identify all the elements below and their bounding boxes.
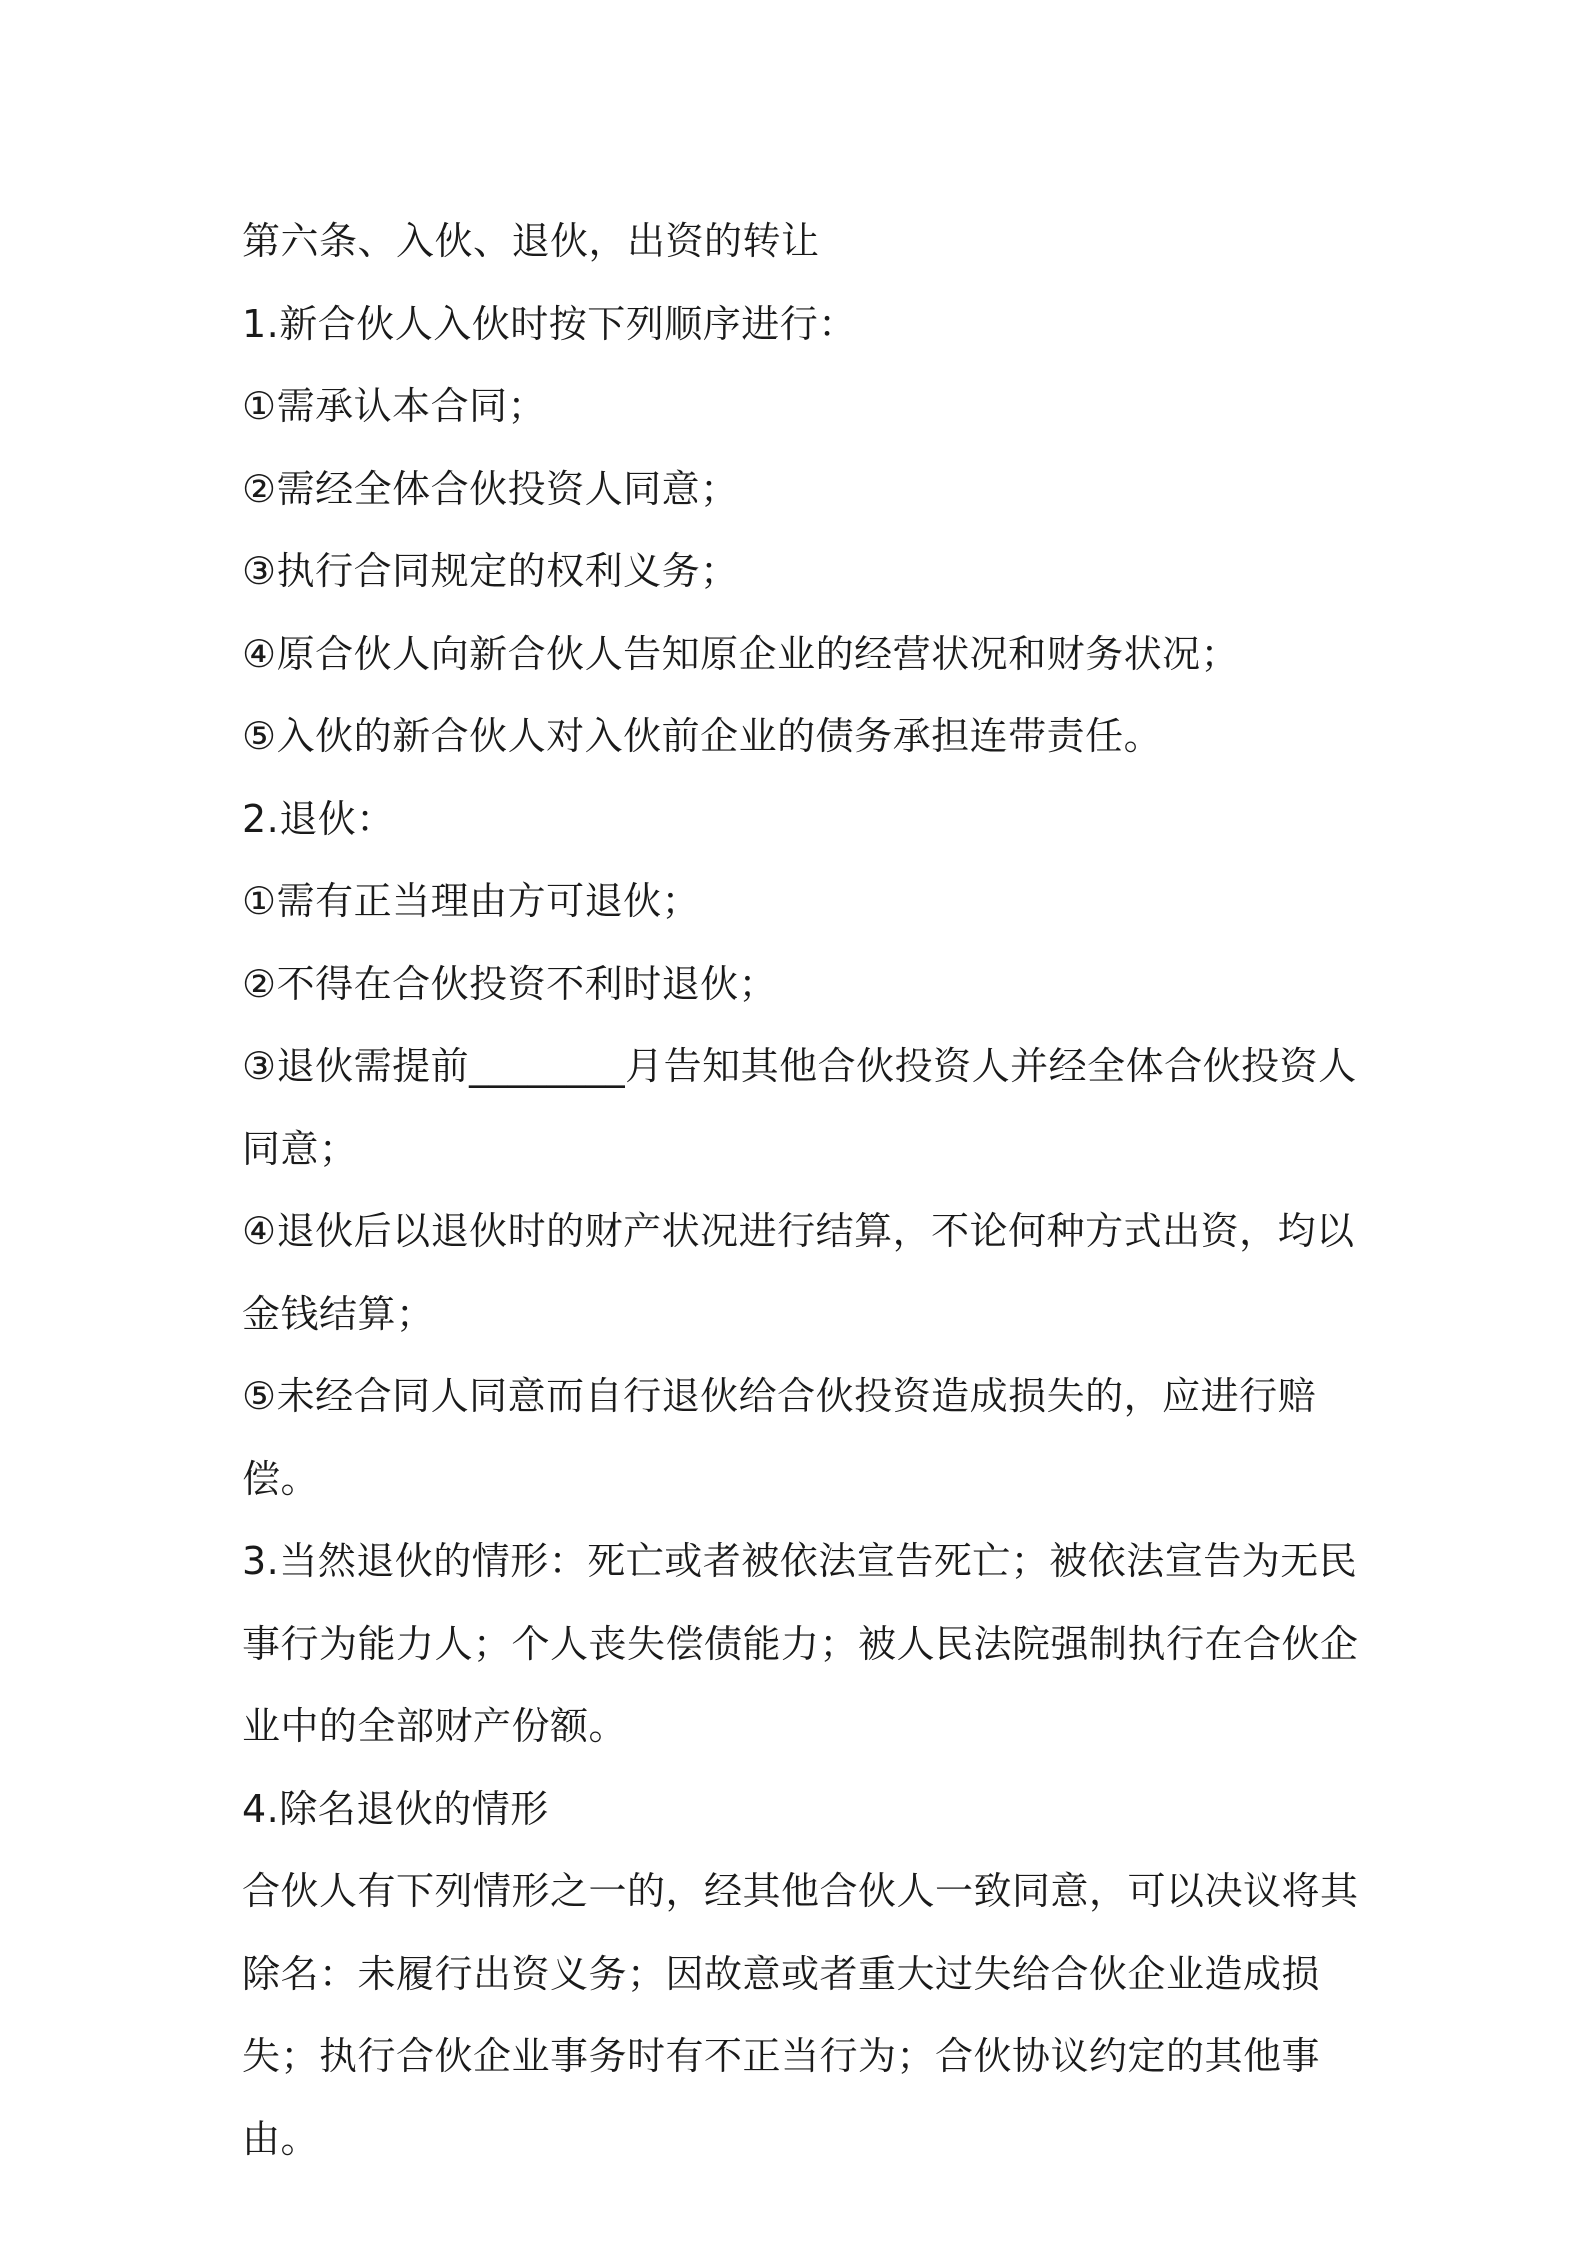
section-2-item-3: ③退伙需提前________月告知其他合伙投资人并经全体合伙投资人同意；	[242, 1044, 1357, 1171]
section-2-item-1: ①需有正当理由方可退伙；	[242, 879, 701, 923]
section-3-text: 3.当然退伙的情形：死亡或者被依法宣告死亡；被依法宣告为无民事行为能力人；个人丧失偿债能力；被人民法院强制执行在合伙企业中的全部财产份额。	[242, 1539, 1359, 1748]
section-2-title: 2.退伙：	[242, 796, 395, 841]
section-1-item-5: ⑤入伙的新合伙人对入伙前企业的债务承担连带责任。	[242, 714, 1163, 758]
section-1-title: 1.新合伙人入伙时按下列顺序进行：	[242, 301, 857, 346]
section-2-item-2: ②不得在合伙投资不利时退伙；	[242, 961, 778, 1006]
article-heading: 第六条、入伙、退伙，出资的转让	[242, 219, 820, 263]
document-body	[242, 200, 1362, 2180]
section-4-text: 合伙人有下列情形之一的，经其他合伙人一致同意，可以决议将其除名：未履行出资义务；因故意或者重大过失给合伙企业造成损失；执行合伙企业事务时有不正当行为；合伙协议约定的其他事由。	[242, 1869, 1359, 2161]
section-2-item-4: ④退伙后以退伙时的财产状况进行结算，不论何种方式出资，均以金钱结算；	[242, 1209, 1355, 1336]
section-2-item-5: ⑤未经合同人同意而自行退伙给合伙投资造成损失的，应进行赔偿。	[242, 1374, 1317, 1501]
section-1-item-4: ④原合伙人向新合伙人告知原企业的经营状况和财务状况；	[242, 631, 1240, 676]
section-1-item-3: ③执行合同规定的权利义务；	[242, 549, 739, 593]
section-1-item-2: ②需经全体合伙投资人同意；	[242, 466, 739, 511]
section-1-item-1: ①需承认本合同；	[242, 384, 547, 428]
section-4-title: 4.除名退伙的情形	[242, 1786, 549, 1831]
